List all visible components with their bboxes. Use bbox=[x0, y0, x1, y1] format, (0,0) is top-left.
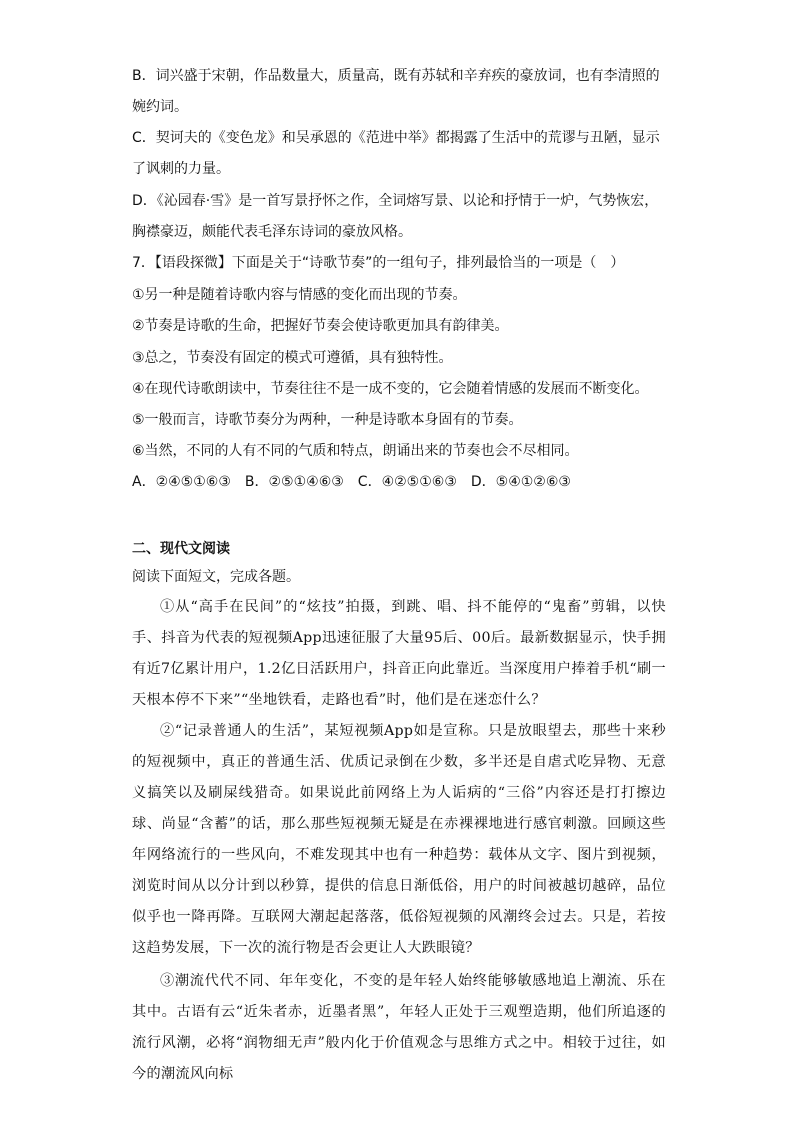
option-c-line-1: C．契诃夫的《变色龙》和吴承恩的《范进中举》都揭露了生活中的荒谬与丑陋，显示 bbox=[132, 130, 660, 146]
answer-choices: A．②④⑤①⑥③ B．②⑤①④⑥③ C．④②⑤①⑥③ D．⑤④①②⑥③ bbox=[132, 474, 571, 490]
option-b-line-1: B．词兴盛于宋朝，作品数量大，质量高，既有苏轼和辛弃疾的豪放词，也有李清照的 bbox=[132, 68, 660, 84]
sentence-6: ⑥当然，不同的人有不同的气质和特点，朗诵出来的节奏也会不尽相同。 bbox=[132, 443, 579, 459]
sentence-4: ④在现代诗歌朗读中，节奏往往不是一成不变的，它会随着情感的发展而不断变化。 bbox=[132, 381, 649, 397]
sentence-5: ⑤一般而言，诗歌节奏分为两种，一种是诗歌本身固有的节奏。 bbox=[132, 412, 523, 428]
section-instruction: 阅读下面短文，完成各题。 bbox=[132, 569, 300, 585]
sentence-3: ③总之，节奏没有固定的模式可遵循，具有独特性。 bbox=[132, 350, 453, 366]
passage-paragraph-2: ②“记录普通人的生活”，某短视频App如是宣称。只是放眼望去，那些十来秒的短视频中，真正的普通生活、优质记录倒在少数，多半还是自虐式吃异物、无意义搞笑以及刷屎线猎奇。如果说此前网络上为人诟病的“三俗”内容还是打打擦边球、尚显“含蓄”的话，那么那些短视频无疑是在赤裸裸地进行感官刺激。回顾这些年网络流行的一些风向，不难发现其中也有一种趋势：载体从文字、图片到视频，浏览时间从以分计到以秒算，提供的信息日渐低俗，用户的时间被越切越碎，品位似乎也一降再降。互联网大潮起起落落，低俗短视频的风潮终会过去。只是，若按这趋势发展，下一次的流行物是否会更让人大跌眼镜？ bbox=[132, 723, 666, 956]
passage-paragraph-3: ③潮流代代不同、年年变化，不变的是年轻人始终能够敏感地追上潮流、乐在其中。古语有云“近朱者赤，近墨者黑”，年轻人正处于三观塑造期，他们所追逐的流行风潮，必将“润物细无声”般内化于价值观念与思维方式之中。相较于过往，如今的潮流风向标 bbox=[132, 973, 666, 1082]
section-title: 二、现代文阅读 bbox=[132, 541, 230, 557]
question-7-stem: 7．【语段探微】下面是关于“诗歌节奏”的一组句子，排列最恰当的一项是（ ） bbox=[132, 255, 625, 271]
option-c-line-2: 了讽刺的力量。 bbox=[132, 161, 230, 177]
option-b-line-2: 婉约词。 bbox=[132, 99, 188, 115]
passage-paragraph-1: ①从“高手在民间”的“炫技”拍摄，到跳、唱、抖不能停的“鬼畜”剪辑，以快手、抖音为代表的短视频App迅速征服了大量95后、00后。最新数据显示，快手拥有近7亿累计用户，1.2亿日活跃用户，抖音正向此靠近。当深度用户捧着手机“刷一天根本停不下来”“坐地铁看，走路也看”时，他们是在迷恋什么？ bbox=[132, 599, 666, 708]
sentence-2: ②节奏是诗歌的生命，把握好节奏会使诗歌更加具有韵律美。 bbox=[132, 318, 509, 334]
option-d-line-2: 胸襟豪迈，颇能代表毛泽东诗词的豪放风格。 bbox=[132, 224, 412, 240]
option-d-line-1: D．《沁园春·雪》是一首写景抒怀之作，全词熔写景、以论和抒情于一炉，气势恢宏， bbox=[132, 193, 659, 209]
sentence-1: ①另一种是随着诗歌内容与情感的变化而出现的节奏。 bbox=[132, 287, 467, 303]
